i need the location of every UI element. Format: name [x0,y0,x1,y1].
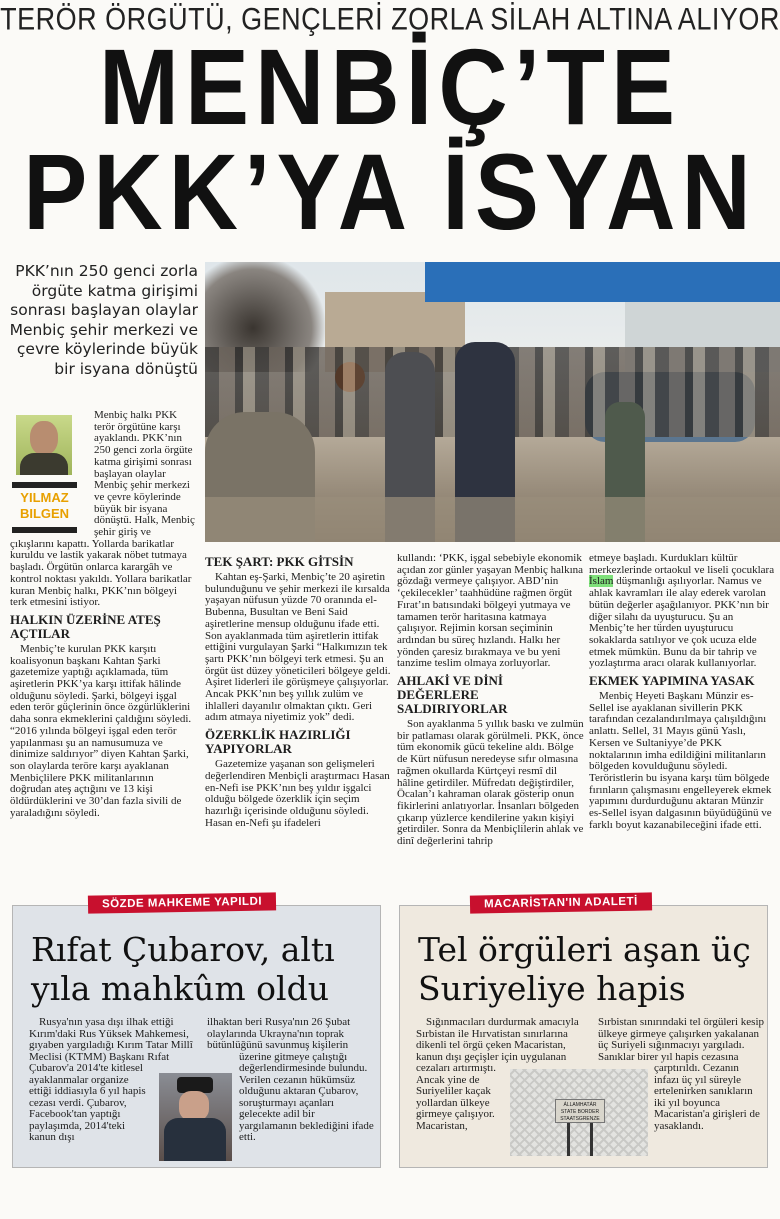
story-title: Rıfat Çubarov, altı yıla mahkûm oldu [31,930,335,1008]
author-first-name: YILMAZ [20,490,69,505]
sidebar-story-hungary [399,895,768,1168]
kicker: TERÖR ÖRGÜTÜ, GENÇLERİ ZORLA SİLAH ALTINA ALIYOR [0,1,780,37]
intro-paragraph: Menbiç halkı PKK terör örgütüne karşı ayaklandı. PKK’nın 250 genci zorla örgüte katma girişimi sonrası başlayan olaylar Menbiç şehir merkezi ve çevre köylerinde büyük bir isyana dönüştü. Halk, Menbiç şehir giriş ve çıkışlarını kapattı. Yollarda barikatlar kuruldu ve lastik yakarak nöbet tutmaya başladı. Örgütün onlarca karargâh ve kontrol noktası yakıldı. Yollara barikatlar kuran Menbiç halkı, PKK’nın bölgeyi terk etmesini istiyor. [10,409,195,609]
story-tag: MACARİSTAN'IN ADALETİ [470,892,652,913]
border-sign: ÁLLAMHATÁR STATE BORDER STAATSGRENZE [555,1099,605,1123]
story-title: Tel örgüleri aşan üç Suriyeliye hapis [418,930,751,1008]
paragraph: Gazetemize yaşanan son gelişmeleri değerlendiren Menbiçli araştırmacı Hasan en-Nefi ise PKK’nın beş yıldır işgalci olduğu bölgede özerklik için seçim hazırlığı içerisinde olduğunu söyledi. Hasan en-Nefi şu ifadeleri [205,758,390,829]
sidebar-story-cubarov [12,895,381,1168]
subheading: TEK ŞART: PKK GİTSİN [205,554,354,569]
column-2 [205,555,393,829]
headline-line2: PKK’YA İSYAN [23,132,757,253]
subheading: ÖZERKLİK HAZIRLIĞI YAPIYORLAR [205,727,351,757]
text: düşmanlığı aşılıyorlar. Namus ve ahlak kavramları ile alay ederek varolan bütün değerler aşağılanıyor. PKK’nın bir diğer silahı da uyuşturucu. Şu an Menbiç’te her türden uyuşturucu sokaklarda satılıyor ve çok ucuza elde etmek mümkün. Bunu da bir tahrip ve yozlaştırma aracı olarak kullanıyorlar. [589,575,769,670]
paragraph: Sığınmacıları durdurmak amacıyla Sırbistan ile Hırvatistan sınırlarına dikenli tel örgü çeken Macaristan, kanun dışı geçişler için uygulanan cezaları artırmıştı. Ancak yine de Suriyeliler kaçak yollardan ülkeye girmeye çalışıyor. Macaristan, [416,1016,579,1132]
column-1 [10,410,195,820]
paragraph: Kahtan eş-Şarki, Menbiç’te 20 aşiretin bulunduğunu ve şehir merkezi ile kırsalda yaşayan nüfusun yüzde 70 oranında el-Bubenna, Busultan ve Beni Said aşiretlerine mensup olduğunu ifade etti. Son ayaklanmada tüm aşiretlerin ittifak ettiğini vurgulayan Şarki “Halkımızın tek şartı PKK’nın bölgeyi terk etmesi. Şu an örgüt üst düzey yöneticileri bölgeye geldi. Aşiret liderleri ile görüşmeye çalışıyorlar. Ancak PKK’nın beş yıllık zulüm ve ihlalleri dayanılır olmaktan çıktı. Geri adım atmaya niyetimiz yok” dedi. [205,571,391,724]
paragraph: ilhaktan beri Rusya'nın 26 Şubat olaylarında Ukrayna'nın toprak bütünlüğünü savunmuş kişilerin üzerine gitmeye çalıştığı değerlendirmesinde bulundu. Verilen cezanın hükümsüz olduğunu aktaran Çubarov, soruşturmayı açanları gelecekte adil bir yargılamanın beklediğini ifade etti. [207,1016,374,1143]
subheading: EKMEK YAPIMINA YASAK [589,673,755,689]
story-tag: SÖZDE MAHKEME YAPILDI [88,892,276,913]
highlighted-word: İslam [589,575,614,588]
column-3 [397,553,585,848]
main-photo [205,262,780,542]
subheading: HALKIN ÜZERİNE ATEŞ AÇTILAR [10,611,161,641]
headline-line1: MENBİÇ’TE [99,27,681,148]
story-column-right [598,1017,765,1217]
paragraph [589,553,777,670]
column-4 [589,553,777,831]
author-last-name: BILGEN [19,506,70,521]
paragraph: Rusya'nın yasa dışı ilhak ettiği Kırım'daki Rus Yüksek Mahkemesi, gıyaben yargıladığı Kırım Tatar Millî Meclisi (KTMM) Başkanı Rıfat Çubarov'a 2014'te kitlesel ayaklanmalar organize ettiği iddiasıyla 6 yıl hapis cezası verdi. Çubarov, Facebook'tan yaptığı paylaşımda, 2014'teki kanun dışı [29,1016,193,1143]
paragraph: Son ayaklanma 5 yıllık baskı ve zulmün bir patlaması olarak görülmeli. PKK, önce tüm ekonomik gücü tekeline aldı. Bölge de Kürt nüfusun neredeyse sıfır olmasına rağmen okullarda Kürtçeyi resmî dil hâline getirdiler. Müfredatı değiştirdiler, Öcalan’ı kahraman olarak gösterip onun fikirlerini anlatıyorlar. İnsanları bölgeden çıkarıp yüzlerce kendilerine yakın kişiyi getirdiler. Sonra da Menbiçlilerin ahlak ve dinî değerlerini tahrip [397,718,584,848]
paragraph: Menbiç’te kurulan PKK karşıtı koalisyonun başkanı Kahtan Şarki gazetemize yaptığı açıklamada, tüm aşiretlerin PKK’ya karşı ittifak hâlinde olduğunu söyledi. Şarki, bölgeyi işgal eden terör güçlerinin önce özgürlüklerini daha sonra ekmeklerini çaldığını söyledi. “2016 yılında bölgeyi işgal eden terör yapılanması şu an namusumuza ve dinimize saldırıyor” diyen Kahtan Şarki, son olaylarda teröre karşı ayaklanan Menbiçlilere PKK militanlarının doğrudan ateş açtığını ve 13 kişi öldürdüklerini ve 30’dan fazla sivili de yaraladığını söyledi. [10,642,192,819]
text: etmeye başladı. Kurdukları kültür merkezlerinde ortaokul ve liseli çocuklara [589,552,775,576]
subheading: AHLAKİ VE DİNİ DEĞERLERE SALDIRIYORLAR [397,673,508,717]
story-column-right [207,1017,375,1203]
paragraph: kullandı: ‘PKK, işgal sebebiyle ekonomik açıdan zor günler yaşayan Menbiç halkına gözdağı vermeye çalışıyor. ABD’nin ‘çekilecekler’ taahhüdüne rağmen örgüt Fırat’ın batısındaki bölgeyi yutmaya ve tamamen terör haritasına katmaya çalışıyor. Rejimin korsan seçiminin ardından bu süreç hızlandı. Halkı her yönden çaresiz bırakmaya ve bu yeni tanzime teslim olmaya zorluyorlar. [397,552,584,670]
deck: PKK’nın 250 genci zorla örgüte katma girişimi sonrası başlayan olaylar Menbiç şehir merkezi ve çevre köylerinde büyük bir isyana dönüştü [9,262,198,378]
paragraph: Sırbistan sınırındaki tel örgüleri kesip ülkeye girmeye çalışırken yakalanan üç Suriyeli sığınmacıyı yargıladı. Sanıklar birer yıl hapis cezasına çarptırıldı. Cezanın infazı üç yıl süreyle ertelenirken sanıkların iki yıl boyunca Macaristan'a girişleri de yasaklandı. [598,1016,764,1132]
paragraph: Menbiç Heyeti Başkanı Münzir es-Sellel ise ayaklanan sivillerin PKK tarafından cezalandırılmaya çalışıldığını anlattı. Sellel, 31 Mayıs günü Yaslı, Kersen ve Sultaniyye’de PKK noktalarının imha edildiğini militanların bölgeden kovulduğunu söyledi. Teröristlerin bu isyana karşı tüm bölgede fırınların çalışmasını engelleyerek ekmek yapımını durdurduğunu aktaran Münzir es-Sellel isyan dalgasının büyüdüğünü ve farklı boyut kazanabileceğini ifade etti. [589,690,772,831]
